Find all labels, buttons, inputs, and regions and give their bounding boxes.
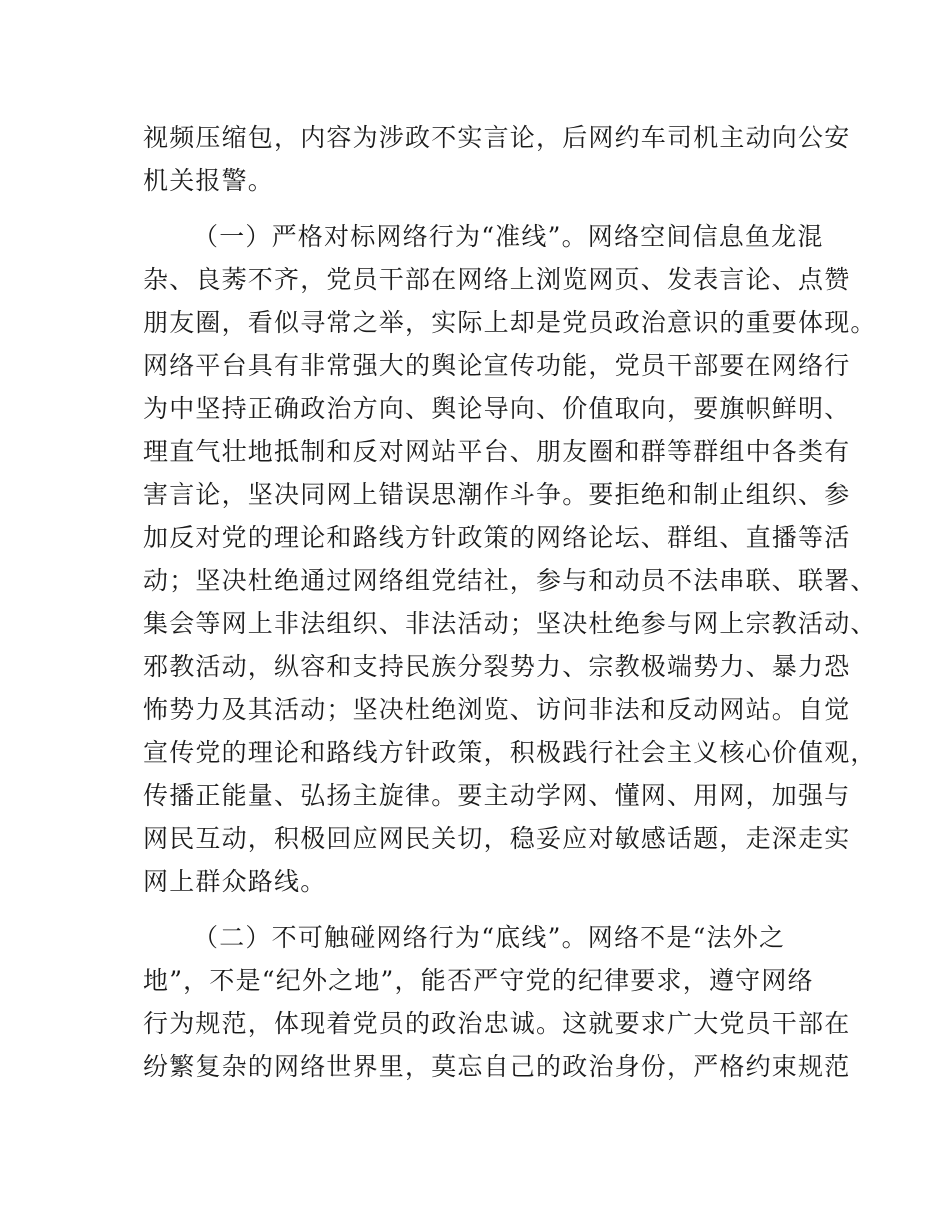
text-line: 地”，不是“纪外之地”，能否严守党的纪律要求，遵守网络 — [143, 966, 814, 995]
text-line: 动；坚决杜绝通过网络组党结社，参与和动员不法串联、联署、 — [143, 566, 877, 595]
text-line: 纷繁复杂的网络世界里，莫忘自己的政治身份，严格约束规范 — [143, 1052, 851, 1081]
text-line: 网络平台具有非常强大的舆论宣传功能，党员干部要在网络行 — [143, 351, 851, 380]
text-line: 为中坚持正确政治方向、舆论导向、价值取向，要旗帜鲜明、 — [143, 394, 851, 423]
paragraph-1-heading-line: （一）严格对标网络行为“准线”。网络空间信息鱼龙混 — [193, 222, 824, 251]
text-line: 集会等网上非法组织、非法活动；坚决杜绝参与网上宗教活动、 — [143, 609, 877, 638]
text-line: 朋友圈，看似寻常之举，实际上却是党员政治意识的重要体现。 — [143, 308, 877, 337]
text-line: 视频压缩包，内容为涉政不实言论，后网约车司机主动向公安 — [143, 123, 851, 152]
text-line: 怖势力及其活动；坚决杜绝浏览、访问非法和反动网站。自觉 — [143, 695, 851, 724]
text-line: 杂、良莠不齐，党员干部在网络上浏览网页、发表言论、点赞 — [143, 265, 851, 294]
text-line: 加反对党的理论和路线方针政策的网络论坛、群组、直播等活 — [143, 523, 851, 552]
text-line: 害言论，坚决同网上错误思潮作斗争。要拒绝和制止组织、参 — [143, 480, 851, 509]
text-line: 网上群众路线。 — [143, 867, 327, 896]
text-line: 理直气壮地抵制和反对网站平台、朋友圈和群等群组中各类有 — [143, 437, 851, 466]
text-line: 机关报警。 — [143, 166, 275, 195]
text-line: 邪教活动，纵容和支持民族分裂势力、宗教极端势力、暴力恐 — [143, 652, 851, 681]
text-line: 网民互动，积极回应网民关切，稳妥应对敏感话题，走深走实 — [143, 824, 851, 853]
text-line: 行为规范，体现着党员的政治忠诚。这就要求广大党员干部在 — [143, 1009, 851, 1038]
text-line: 宣传党的理论和路线方针政策，积极践行社会主义核心价值观， — [143, 738, 877, 767]
paragraph-2-heading-line: （二）不可触碰网络行为“底线”。网络不是“法外之 — [193, 923, 786, 952]
text-line: 传播正能量、弘扬主旋律。要主动学网、懂网、用网，加强与 — [143, 781, 851, 810]
